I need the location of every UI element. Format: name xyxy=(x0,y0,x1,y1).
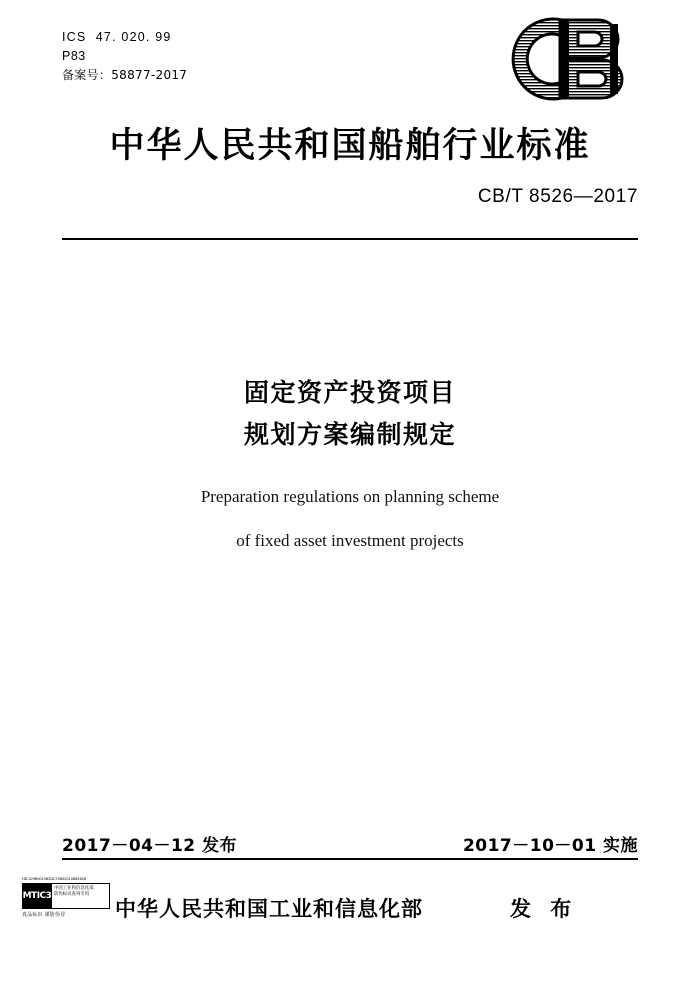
stamp-text-block xyxy=(52,883,110,909)
issue-date: 2017－04－12 发布 xyxy=(62,836,238,856)
stamp-bottom-text: 真品标识 谨防伪冒 xyxy=(22,912,66,918)
document-title-en-line1: Preparation regulations on planning scheme xyxy=(200,487,500,506)
standard-title: 中华人民共和国船舶行业标准 xyxy=(109,126,591,166)
document-title-cn-line2: 规划方案编制规定 xyxy=(243,420,456,449)
ics-code: ICS 47. 020. 99 xyxy=(62,30,172,44)
stamp-code: HD-S298001582DC70802015882628 xyxy=(22,877,87,881)
header-metadata xyxy=(62,28,187,85)
stamp-mark-icon: MTIC3 xyxy=(22,883,52,909)
stamp-line-2: 防伪标识查询专用 xyxy=(54,892,90,897)
document-title-cn-line1: 固定资产投资项目 xyxy=(243,378,456,407)
divider-top xyxy=(62,238,638,240)
classification-code: P83 xyxy=(62,49,86,63)
implementation-date: 2017－10－01 实施 xyxy=(462,836,638,856)
document-title-en-line2: of fixed asset investment projects xyxy=(236,531,464,550)
document-title-cn xyxy=(0,372,700,456)
filing-number: 备案号：58877-2017 xyxy=(62,68,188,82)
stamp-line-1: 中国工业和信息化部 xyxy=(54,886,94,891)
document-title-en xyxy=(0,475,700,563)
publisher-name: 中华人民共和国工业和信息化部 xyxy=(115,897,423,921)
standard-number: CB/T 8526—2017 xyxy=(477,186,638,207)
cb-logo-icon xyxy=(502,16,642,102)
publish-label: 发 布 xyxy=(510,897,578,921)
anti-counterfeit-stamp xyxy=(22,877,110,923)
stamp-body xyxy=(22,883,110,909)
divider-bottom xyxy=(62,858,638,860)
